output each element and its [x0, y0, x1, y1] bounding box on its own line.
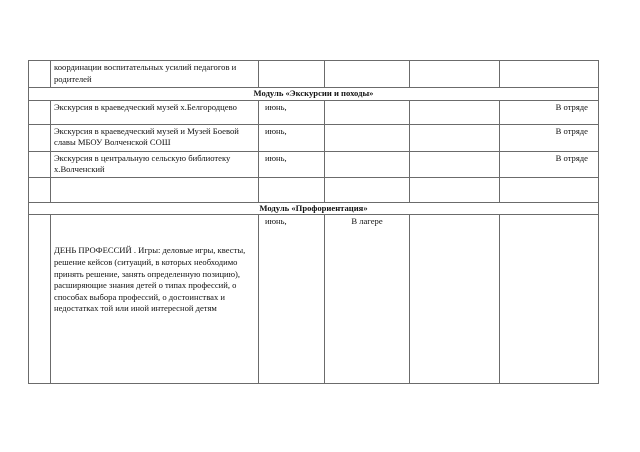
- row-number-cell: [29, 124, 51, 151]
- column-6-cell: [500, 61, 599, 88]
- column-6-cell: [500, 215, 599, 384]
- module-title-excursions: Модуль «Экскурсии и походы»: [29, 88, 599, 101]
- activity-cell: координации воспитательных усилий педагогов и родителей: [51, 61, 259, 88]
- place-cell: В отряде: [500, 100, 599, 124]
- activity-plan-table: [28, 60, 599, 384]
- date-cell: [259, 177, 325, 202]
- module-title-career: Модуль «Профориентация»: [29, 202, 599, 215]
- table-row: [29, 100, 599, 124]
- table-row: [29, 177, 599, 202]
- activity-cell: Экскурсия в краеведческий музей и Музей Боевой славы МБОУ Волченской СОШ: [51, 124, 259, 151]
- table-row: [29, 215, 599, 384]
- module-header-row: [29, 202, 599, 215]
- column-5-cell: [410, 177, 500, 202]
- row-number-cell: [29, 100, 51, 124]
- row-number-cell: [29, 177, 51, 202]
- row-number-cell: [29, 61, 51, 88]
- row-number-cell: [29, 215, 51, 384]
- activity-cell: Экскурсия в краеведческий музей х.Белгородцево: [51, 100, 259, 124]
- row-number-cell: [29, 151, 51, 177]
- activity-cell: [51, 177, 259, 202]
- column-4-cell: [325, 124, 410, 151]
- activity-cell: Экскурсия в центральную сельскую библиотеку х.Волченский: [51, 151, 259, 177]
- column-5-cell: [410, 100, 500, 124]
- column-5-cell: [410, 215, 500, 384]
- column-5-cell: [410, 61, 500, 88]
- place-cell: В отряде: [500, 151, 599, 177]
- table-row: [29, 61, 599, 88]
- table-row: [29, 124, 599, 151]
- date-cell: июнь,: [259, 100, 325, 124]
- table-row: [29, 151, 599, 177]
- column-4-cell: [325, 177, 410, 202]
- activity-cell: ДЕНЬ ПРОФЕССИЙ . Игры: деловые игры, квесты, решение кейсов (ситуаций, в которых необходимо принять решение, занять определенную позицию), расширяющие знания детей о типах профессий, о способах выбора профессий, о достоинствах и недостатках той или иной интересной детям: [51, 215, 259, 384]
- date-cell: июнь,: [259, 124, 325, 151]
- column-4-cell: [325, 100, 410, 124]
- date-cell: [259, 61, 325, 88]
- column-4-cell: [325, 151, 410, 177]
- date-cell: июнь,: [259, 151, 325, 177]
- place-cell: В лагере: [325, 215, 410, 384]
- column-5-cell: [410, 151, 500, 177]
- place-cell: В отряде: [500, 124, 599, 151]
- column-6-cell: [500, 177, 599, 202]
- column-4-cell: [325, 61, 410, 88]
- module-header-row: [29, 88, 599, 101]
- date-cell: июнь,: [259, 215, 325, 384]
- column-5-cell: [410, 124, 500, 151]
